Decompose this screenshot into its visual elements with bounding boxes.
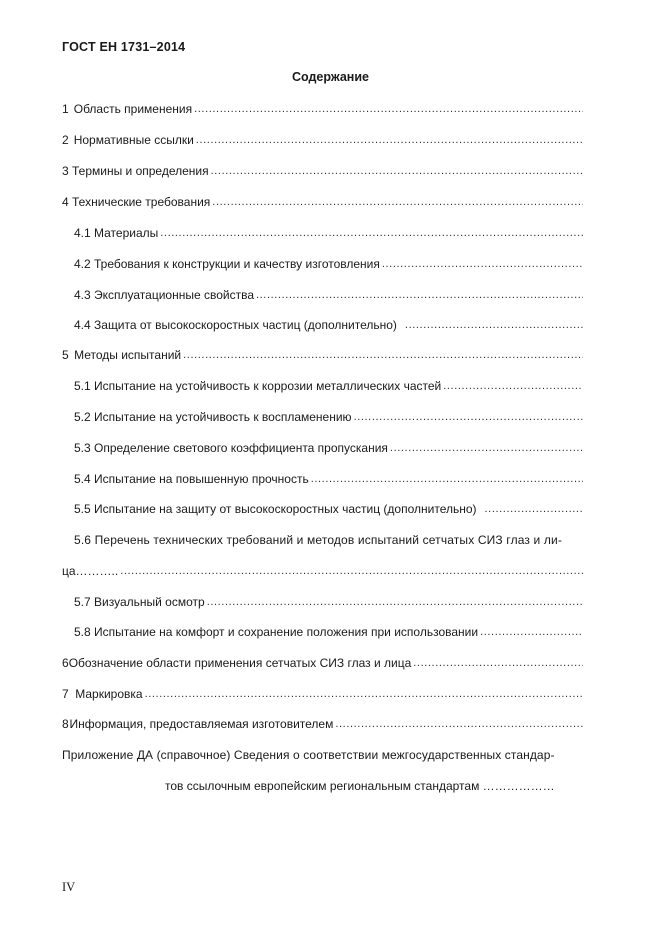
dot-leader: [145, 687, 583, 701]
dot-leader: [196, 133, 583, 147]
toc-entry-2[interactable]: [62, 133, 583, 147]
dot-leader: [194, 102, 583, 116]
toc-entry-4[interactable]: [62, 195, 583, 209]
toc-entry-1[interactable]: [62, 102, 583, 116]
toc-entry-5-5[interactable]: [74, 502, 583, 516]
dot-leader: [413, 656, 583, 670]
toc-entry-8[interactable]: [62, 717, 583, 731]
toc-entry-5[interactable]: [62, 348, 583, 362]
toc-entry-number: 7: [62, 687, 69, 701]
toc-entry-text: 5.1 Испытание на устойчивость к коррозии металлических частей: [74, 379, 442, 393]
dot-leader: [405, 318, 583, 332]
toc-entry-number: 8: [62, 717, 69, 731]
toc-entry-text: 5.5 Испытание на защиту от высокоскоростных частиц (дополнительно): [74, 502, 477, 516]
dot-leader: [443, 379, 583, 393]
dot-leader: [480, 625, 583, 639]
toc-entry-text: 5.4 Испытание на повышенную прочность: [74, 472, 309, 486]
toc-entry-text: 5.2 Испытание на устойчивость к воспламенению: [74, 410, 352, 424]
dot-leader: [207, 595, 583, 609]
toc-entry-text: Область применения: [73, 102, 193, 116]
toc-entry-text: 5.3 Определение светового коэффициента пропускания: [74, 441, 388, 455]
dot-leader: [335, 717, 583, 731]
toc-entry-5-4[interactable]: [74, 472, 583, 486]
toc-entry-text: 4.4 Защита от высокоскоростных частиц (дополнительно): [74, 318, 397, 332]
toc-entry-7[interactable]: [62, 687, 583, 701]
dot-leader: [211, 164, 583, 178]
toc-entry-4-1[interactable]: [74, 226, 583, 240]
dot-leader: [256, 288, 583, 302]
toc-entry-5-3[interactable]: [74, 441, 583, 455]
toc-entry-text: Обозначение области применения сетчатых СИЗ глаз и лица: [68, 656, 412, 670]
toc-entry-3[interactable]: [62, 164, 583, 178]
dot-leader: [183, 348, 583, 362]
toc-entry-text: 5.8 Испытание на комфорт и сохранение положения при использовании: [74, 625, 479, 639]
dot-leader: [382, 257, 583, 271]
toc-entry-number: 2: [62, 133, 69, 147]
dot-leader: [354, 410, 583, 424]
toc-entry-5-6-continued[interactable]: [62, 564, 583, 578]
toc-entry-5-1[interactable]: [74, 379, 583, 393]
dot-leader: [212, 195, 583, 209]
dot-leader: [485, 502, 583, 516]
toc-entry-text: Нормативные ссылки: [73, 133, 194, 147]
document-header: ГОСТ ЕН 1731–2014: [62, 40, 186, 54]
toc-entry-text: Маркировка: [75, 687, 143, 701]
toc-entry-text: Методы испытаний: [74, 348, 182, 362]
toc-entry-text: 4 Технические требования: [62, 195, 211, 209]
toc-annex-line-2[interactable]: тов ссылочным европейским региональным стандартам ………………: [165, 779, 555, 793]
toc-annex-line-1[interactable]: Приложение ДА (справочное) Сведения о соответствии межгосударственных стандар-: [62, 748, 555, 762]
toc-entry-4-2[interactable]: [74, 257, 583, 271]
toc-entry-text: Информация, предоставляемая изготовителем: [69, 717, 334, 731]
toc-entry-text: 4.1 Материалы: [74, 226, 159, 240]
dot-leader: [311, 472, 583, 486]
dot-leader: [120, 564, 583, 578]
toc-entry-4-3[interactable]: [74, 288, 583, 302]
toc-entry-number: 1: [62, 102, 69, 116]
toc-entry-5-7[interactable]: [74, 595, 583, 609]
toc-entry-5-6[interactable]: 5.6 Перечень технических требований и методов испытаний сетчатых СИЗ глаз и ли-: [74, 533, 563, 547]
toc-entry-text: 4.3 Эксплуатационные свойства: [74, 288, 254, 302]
toc-entry-4-4[interactable]: [74, 318, 583, 332]
dot-leader: [390, 441, 583, 455]
toc-entry-5-2[interactable]: [74, 410, 583, 424]
toc-entry-number: 6: [62, 656, 69, 670]
toc-entry-6[interactable]: [62, 656, 583, 670]
toc-entry-number: 5: [62, 348, 69, 362]
toc-entry-5-8[interactable]: [74, 625, 583, 639]
toc-entry-text: 5.7 Визуальный осмотр: [74, 595, 205, 609]
toc-entry-text: ца………..: [62, 564, 119, 578]
toc-entry-text: 4.2 Требования к конструкции и качеству изготовления: [74, 257, 380, 271]
page-number: IV: [62, 880, 76, 894]
toc-title: Содержание: [291, 70, 369, 84]
toc-entry-text: 3 Термины и определения: [62, 164, 209, 178]
dot-leader: [160, 226, 583, 240]
